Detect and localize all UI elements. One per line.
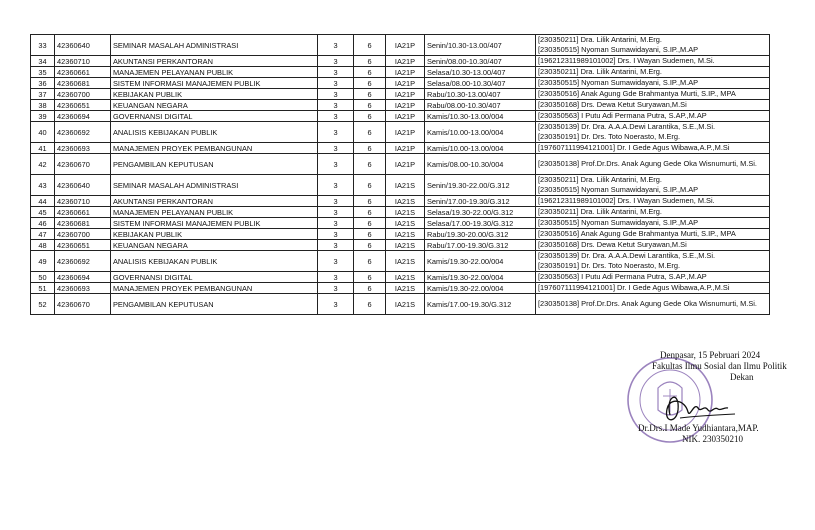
course-name-cell: SISTEM INFORMASI MANAJEMEN PUBLIK	[111, 218, 318, 229]
semester-cell: 6	[354, 207, 386, 218]
course-name-cell: SEMINAR MASALAH ADMINISTRASI	[111, 35, 318, 56]
row-number-cell: 47	[31, 229, 55, 240]
row-number-cell: 39	[31, 111, 55, 122]
lecturer-name: [230350211] Dra. Lilik Antarini, M.Erg.	[538, 175, 662, 184]
lecturer-name: [197607111994121001] Dr. I Gede Agus Wibawa,A.P.,M.Si	[538, 283, 730, 292]
class-code-cell: IA21P	[386, 67, 425, 78]
credits-cell: 3	[318, 100, 354, 111]
semester-cell: 6	[354, 56, 386, 67]
schedule-cell: Kamis/10.00-13.00/004	[425, 143, 536, 154]
lecturer-name: [230350516] Anak Agung Gde Brahmantya Murti, S.IP., MPA	[538, 89, 736, 98]
semester-cell: 6	[354, 67, 386, 78]
row-number-cell: 37	[31, 89, 55, 100]
credits-cell: 3	[318, 283, 354, 294]
lecturer-name: [230350515] Nyoman Sumawidayani, S.IP.,M.AP	[538, 218, 699, 227]
sign-nik: NIK. 230350210	[682, 434, 743, 444]
row-number-cell: 46	[31, 218, 55, 229]
sign-name: Dr.Drs.I Made Yudhiantara,MAP.	[638, 423, 759, 433]
lecturer-cell	[536, 143, 770, 154]
credits-cell: 3	[318, 240, 354, 251]
sign-place-date: Denpasar, 15 Pebruari 2024	[660, 350, 761, 360]
semester-cell: 6	[354, 240, 386, 251]
table-row	[31, 218, 770, 229]
credits-cell: 3	[318, 229, 354, 240]
schedule-cell: Kamis/19.30-22.00/004	[425, 283, 536, 294]
class-code-cell: IA21P	[386, 111, 425, 122]
credits-cell: 3	[318, 251, 354, 272]
semester-cell: 6	[354, 196, 386, 207]
row-number-cell: 38	[31, 100, 55, 111]
course-name-cell: PENGAMBILAN KEPUTUSAN	[111, 294, 318, 315]
semester-cell: 6	[354, 78, 386, 89]
course-code-cell: 42360694	[55, 272, 111, 283]
semester-cell: 6	[354, 272, 386, 283]
lecturer-name: [230350191] Dr. Drs. Toto Noerasto, M.Erg.	[538, 261, 680, 270]
lecturer-name: [230350138] Prof.Dr.Drs. Anak Agung Gede Oka Wisnumurti, M.Si.	[538, 159, 757, 168]
lecturer-cell	[536, 196, 770, 207]
course-code-cell: 42360692	[55, 122, 111, 143]
class-code-cell: IA21S	[386, 251, 425, 272]
credits-cell: 3	[318, 122, 354, 143]
course-code-cell: 42360640	[55, 175, 111, 196]
lecturer-cell	[536, 78, 770, 89]
course-code-cell: 42360670	[55, 154, 111, 175]
class-code-cell: IA21S	[386, 240, 425, 251]
lecturer-name: [230350515] Nyoman Sumawidayani, S.IP.,M.AP	[538, 185, 699, 194]
course-name-cell: MANAJEMEN PROYEK PEMBANGUNAN	[111, 143, 318, 154]
class-code-cell: IA21P	[386, 89, 425, 100]
signature-block	[600, 340, 787, 470]
credits-cell: 3	[318, 175, 354, 196]
schedule-cell: Selasa/19.30-22.00/G.312	[425, 207, 536, 218]
course-name-cell: AKUNTANSI PERKANTORAN	[111, 196, 318, 207]
course-name-cell: KEBIJAKAN PUBLIK	[111, 89, 318, 100]
row-number-cell: 34	[31, 56, 55, 67]
course-name-cell: AKUNTANSI PERKANTORAN	[111, 56, 318, 67]
credits-cell: 3	[318, 154, 354, 175]
course-name-cell: GOVERNANSI DIGITAL	[111, 111, 318, 122]
table-row	[31, 67, 770, 78]
credits-cell: 3	[318, 78, 354, 89]
table-row	[31, 35, 770, 56]
schedule-cell: Rabu/19.30-20.00/G.312	[425, 229, 536, 240]
credits-cell: 3	[318, 218, 354, 229]
class-code-cell: IA21P	[386, 78, 425, 89]
class-code-cell: IA21S	[386, 207, 425, 218]
semester-cell: 6	[354, 218, 386, 229]
class-code-cell: IA21P	[386, 122, 425, 143]
lecturer-cell	[536, 229, 770, 240]
schedule-cell: Kamis/10.30-13.00/004	[425, 111, 536, 122]
row-number-cell: 51	[31, 283, 55, 294]
row-number-cell: 41	[31, 143, 55, 154]
semester-cell: 6	[354, 89, 386, 100]
schedule-table-body	[31, 35, 770, 315]
semester-cell: 6	[354, 294, 386, 315]
schedule-cell: Rabu/10.30-13.00/407	[425, 89, 536, 100]
lecturer-cell	[536, 240, 770, 251]
semester-cell: 6	[354, 175, 386, 196]
table-row	[31, 175, 770, 196]
table-row	[31, 251, 770, 272]
table-row	[31, 154, 770, 175]
class-code-cell: IA21P	[386, 143, 425, 154]
table-row	[31, 229, 770, 240]
table-row	[31, 78, 770, 89]
semester-cell: 6	[354, 100, 386, 111]
lecturer-name: [230350515] Nyoman Sumawidayani, S.IP.,M.AP	[538, 45, 699, 54]
class-code-cell: IA21S	[386, 218, 425, 229]
row-number-cell: 45	[31, 207, 55, 218]
schedule-cell: Senin/17.00-19.30/G.312	[425, 196, 536, 207]
lecturer-cell	[536, 122, 770, 143]
course-code-cell: 42360651	[55, 240, 111, 251]
schedule-cell: Kamis/08.00-10.30/004	[425, 154, 536, 175]
schedule-cell: Kamis/19.30-22.00/004	[425, 272, 536, 283]
credits-cell: 3	[318, 56, 354, 67]
course-name-cell: MANAJEMEN PELAYANAN PUBLIK	[111, 207, 318, 218]
schedule-cell: Kamis/17.00-19.30/G.312	[425, 294, 536, 315]
table-row	[31, 283, 770, 294]
lecturer-name: [230350211] Dra. Lilik Antarini, M.Erg.	[538, 67, 662, 76]
semester-cell: 6	[354, 143, 386, 154]
course-code-cell: 42360700	[55, 89, 111, 100]
lecturer-name: [230350516] Anak Agung Gde Brahmantya Murti, S.IP., MPA	[538, 229, 736, 238]
course-code-cell: 42360710	[55, 196, 111, 207]
lecturer-cell	[536, 251, 770, 272]
lecturer-name: [230350563] I Putu Adi Permana Putra, S.AP.,M.AP	[538, 272, 707, 281]
lecturer-name: [196212311989101002] Drs. I Wayan Sudemen, M.Si.	[538, 196, 715, 205]
row-number-cell: 35	[31, 67, 55, 78]
class-code-cell: IA21S	[386, 294, 425, 315]
course-code-cell: 42360661	[55, 207, 111, 218]
lecturer-name: [197607111994121001] Dr. I Gede Agus Wibawa,A.P.,M.Si	[538, 143, 730, 152]
course-code-cell: 42360670	[55, 294, 111, 315]
row-number-cell: 40	[31, 122, 55, 143]
lecturer-cell	[536, 111, 770, 122]
course-code-cell: 42360651	[55, 100, 111, 111]
course-code-cell: 42360692	[55, 251, 111, 272]
class-code-cell: IA21P	[386, 100, 425, 111]
semester-cell: 6	[354, 35, 386, 56]
course-code-cell: 42360710	[55, 56, 111, 67]
class-code-cell: IA21P	[386, 154, 425, 175]
lecturer-cell	[536, 35, 770, 56]
course-name-cell: ANALISIS KEBIJAKAN PUBLIK	[111, 122, 318, 143]
course-code-cell: 42360693	[55, 143, 111, 154]
row-number-cell: 43	[31, 175, 55, 196]
row-number-cell: 50	[31, 272, 55, 283]
table-row	[31, 89, 770, 100]
semester-cell: 6	[354, 111, 386, 122]
credits-cell: 3	[318, 294, 354, 315]
table-row	[31, 143, 770, 154]
schedule-cell: Selasa/17.00-19.30/G.312	[425, 218, 536, 229]
class-code-cell: IA21S	[386, 175, 425, 196]
credits-cell: 3	[318, 67, 354, 78]
class-code-cell: IA21S	[386, 272, 425, 283]
course-name-cell: SEMINAR MASALAH ADMINISTRASI	[111, 175, 318, 196]
schedule-cell: Kamis/19.30-22.00/004	[425, 251, 536, 272]
lecturer-name: [230350191] Dr. Drs. Toto Noerasto, M.Erg.	[538, 132, 680, 141]
table-row	[31, 196, 770, 207]
semester-cell: 6	[354, 251, 386, 272]
class-code-cell: IA21P	[386, 35, 425, 56]
table-row	[31, 207, 770, 218]
course-code-cell: 42360694	[55, 111, 111, 122]
lecturer-cell	[536, 100, 770, 111]
lecturer-name: [230350211] Dra. Lilik Antarini, M.Erg.	[538, 35, 662, 44]
lecturer-name: [230350168] Drs. Dewa Ketut Suryawan,M.Si	[538, 240, 687, 249]
course-code-cell: 42360640	[55, 35, 111, 56]
lecturer-name: [230350211] Dra. Lilik Antarini, M.Erg.	[538, 207, 662, 216]
class-code-cell: IA21S	[386, 229, 425, 240]
table-row	[31, 294, 770, 315]
credits-cell: 3	[318, 272, 354, 283]
lecturer-name: [230350168] Drs. Dewa Ketut Suryawan,M.Si	[538, 100, 687, 109]
table-row	[31, 111, 770, 122]
semester-cell: 6	[354, 229, 386, 240]
credits-cell: 3	[318, 35, 354, 56]
schedule-cell: Rabu/17.00-19.30/G.312	[425, 240, 536, 251]
row-number-cell: 44	[31, 196, 55, 207]
schedule-cell: Selasa/08.00-10.30/407	[425, 78, 536, 89]
table-row	[31, 122, 770, 143]
lecturer-cell	[536, 207, 770, 218]
sign-role: Dekan	[730, 372, 754, 382]
lecturer-cell	[536, 218, 770, 229]
course-code-cell: 42360693	[55, 283, 111, 294]
lecturer-name: [230350138] Prof.Dr.Drs. Anak Agung Gede Oka Wisnumurti, M.Si.	[538, 299, 757, 308]
lecturer-cell	[536, 294, 770, 315]
class-code-cell: IA21P	[386, 56, 425, 67]
table-row	[31, 100, 770, 111]
schedule-cell: Kamis/10.00-13.00/004	[425, 122, 536, 143]
course-name-cell: KEBIJAKAN PUBLIK	[111, 229, 318, 240]
table-row	[31, 272, 770, 283]
course-code-cell: 42360681	[55, 218, 111, 229]
course-code-cell: 42360700	[55, 229, 111, 240]
course-name-cell: ANALISIS KEBIJAKAN PUBLIK	[111, 251, 318, 272]
course-name-cell: PENGAMBILAN KEPUTUSAN	[111, 154, 318, 175]
lecturer-cell	[536, 56, 770, 67]
lecturer-name: [230350139] Dr. Dra. A.A.A.Dewi Larantika, S.E.,M.Si.	[538, 251, 716, 260]
row-number-cell: 42	[31, 154, 55, 175]
class-code-cell: IA21S	[386, 283, 425, 294]
schedule-table	[30, 34, 770, 315]
lecturer-cell	[536, 89, 770, 100]
credits-cell: 3	[318, 143, 354, 154]
credits-cell: 3	[318, 207, 354, 218]
lecturer-name: [196212311989101002] Drs. I Wayan Sudemen, M.Si.	[538, 56, 715, 65]
credits-cell: 3	[318, 89, 354, 100]
class-code-cell: IA21S	[386, 196, 425, 207]
course-name-cell: SISTEM INFORMASI MANAJEMEN PUBLIK	[111, 78, 318, 89]
schedule-cell: Senin/08.00-10.30/407	[425, 56, 536, 67]
course-code-cell: 42360681	[55, 78, 111, 89]
row-number-cell: 33	[31, 35, 55, 56]
credits-cell: 3	[318, 196, 354, 207]
semester-cell: 6	[354, 122, 386, 143]
sign-faculty: Fakultas Ilmu Sosial dan Ilmu Politik	[652, 361, 787, 371]
row-number-cell: 52	[31, 294, 55, 315]
credits-cell: 3	[318, 111, 354, 122]
schedule-cell: Senin/19.30-22.00/G.312	[425, 175, 536, 196]
table-row	[31, 56, 770, 67]
course-name-cell: MANAJEMEN PELAYANAN PUBLIK	[111, 67, 318, 78]
lecturer-name: [230350515] Nyoman Sumawidayani, S.IP.,M.AP	[538, 78, 699, 87]
lecturer-name: [230350563] I Putu Adi Permana Putra, S.AP.,M.AP	[538, 111, 707, 120]
schedule-cell: Rabu/08.00-10.30/407	[425, 100, 536, 111]
semester-cell: 6	[354, 154, 386, 175]
lecturer-cell	[536, 175, 770, 196]
schedule-cell: Senin/10.30-13.00/407	[425, 35, 536, 56]
course-name-cell: MANAJEMEN PROYEK PEMBANGUNAN	[111, 283, 318, 294]
course-name-cell: KEUANGAN NEGARA	[111, 100, 318, 111]
lecturer-cell	[536, 272, 770, 283]
table-row	[31, 240, 770, 251]
course-code-cell: 42360661	[55, 67, 111, 78]
lecturer-cell	[536, 283, 770, 294]
lecturer-cell	[536, 67, 770, 78]
course-name-cell: KEUANGAN NEGARA	[111, 240, 318, 251]
row-number-cell: 48	[31, 240, 55, 251]
row-number-cell: 49	[31, 251, 55, 272]
lecturer-cell	[536, 154, 770, 175]
row-number-cell: 36	[31, 78, 55, 89]
lecturer-name: [230350139] Dr. Dra. A.A.A.Dewi Larantika, S.E.,M.Si.	[538, 122, 716, 131]
course-name-cell: GOVERNANSI DIGITAL	[111, 272, 318, 283]
semester-cell: 6	[354, 283, 386, 294]
schedule-cell: Selasa/10.30-13.00/407	[425, 67, 536, 78]
